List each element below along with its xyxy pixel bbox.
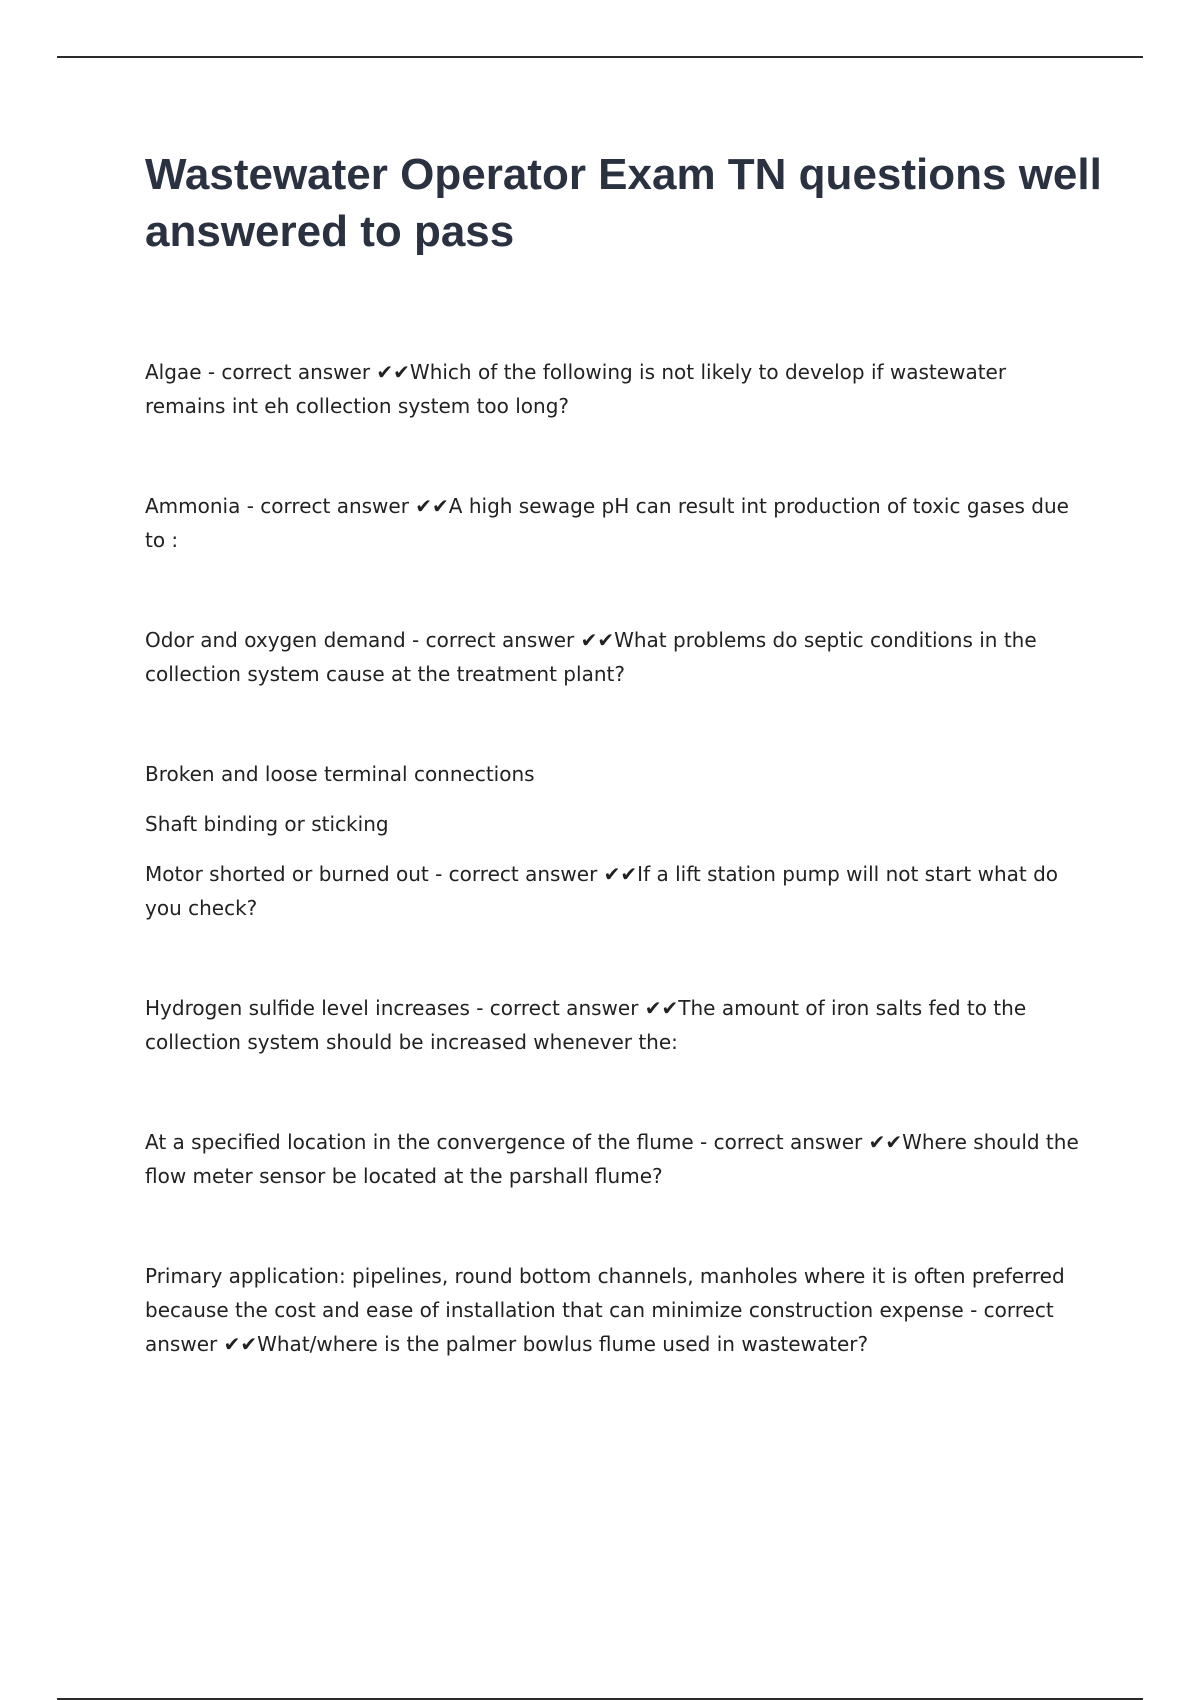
qa-paragraph-odor: Odor and oxygen demand - correct answer ✔✔What problems do septic conditions in the collection system cause at the treatment plant? [145,628,1037,686]
qa-paragraph-ammonia: Ammonia - correct answer ✔✔A high sewage pH can result int production of toxic gases due to : [145,494,1069,552]
qa-paragraph-algae: Algae - correct answer ✔✔Which of the following is not likely to develop if wastewater remains int eh collection system too long? [145,360,1007,418]
document-title: Wastewater Operator Exam TN questions well answered to pass [145,150,1102,256]
top-rule [57,56,1143,58]
qa-paragraph-palmer-bowlus: Primary application: pipelines, round bottom channels, manholes where it is often preferred because the cost and ease of installation that can minimize construction expense - correct answer ✔✔What/where is the palmer bowlus flume used in wastewater? [145,1264,1065,1356]
list-line-terminal-connections: Broken and loose terminal connections [145,762,535,786]
qa-paragraph-hydrogen-sulfide: Hydrogen sulfide level increases - correct answer ✔✔The amount of iron salts fed to the collection system should be increased whenever the: [145,996,1027,1054]
qa-paragraph-motor: Motor shorted or burned out - correct answer ✔✔If a lift station pump will not start what do you check? [145,862,1059,920]
list-line-shaft-binding: Shaft binding or sticking [145,812,389,836]
qa-paragraph-flow-meter: At a specified location in the convergence of the flume - correct answer ✔✔Where should the flow meter sensor be located at the parshall flume? [145,1130,1079,1188]
